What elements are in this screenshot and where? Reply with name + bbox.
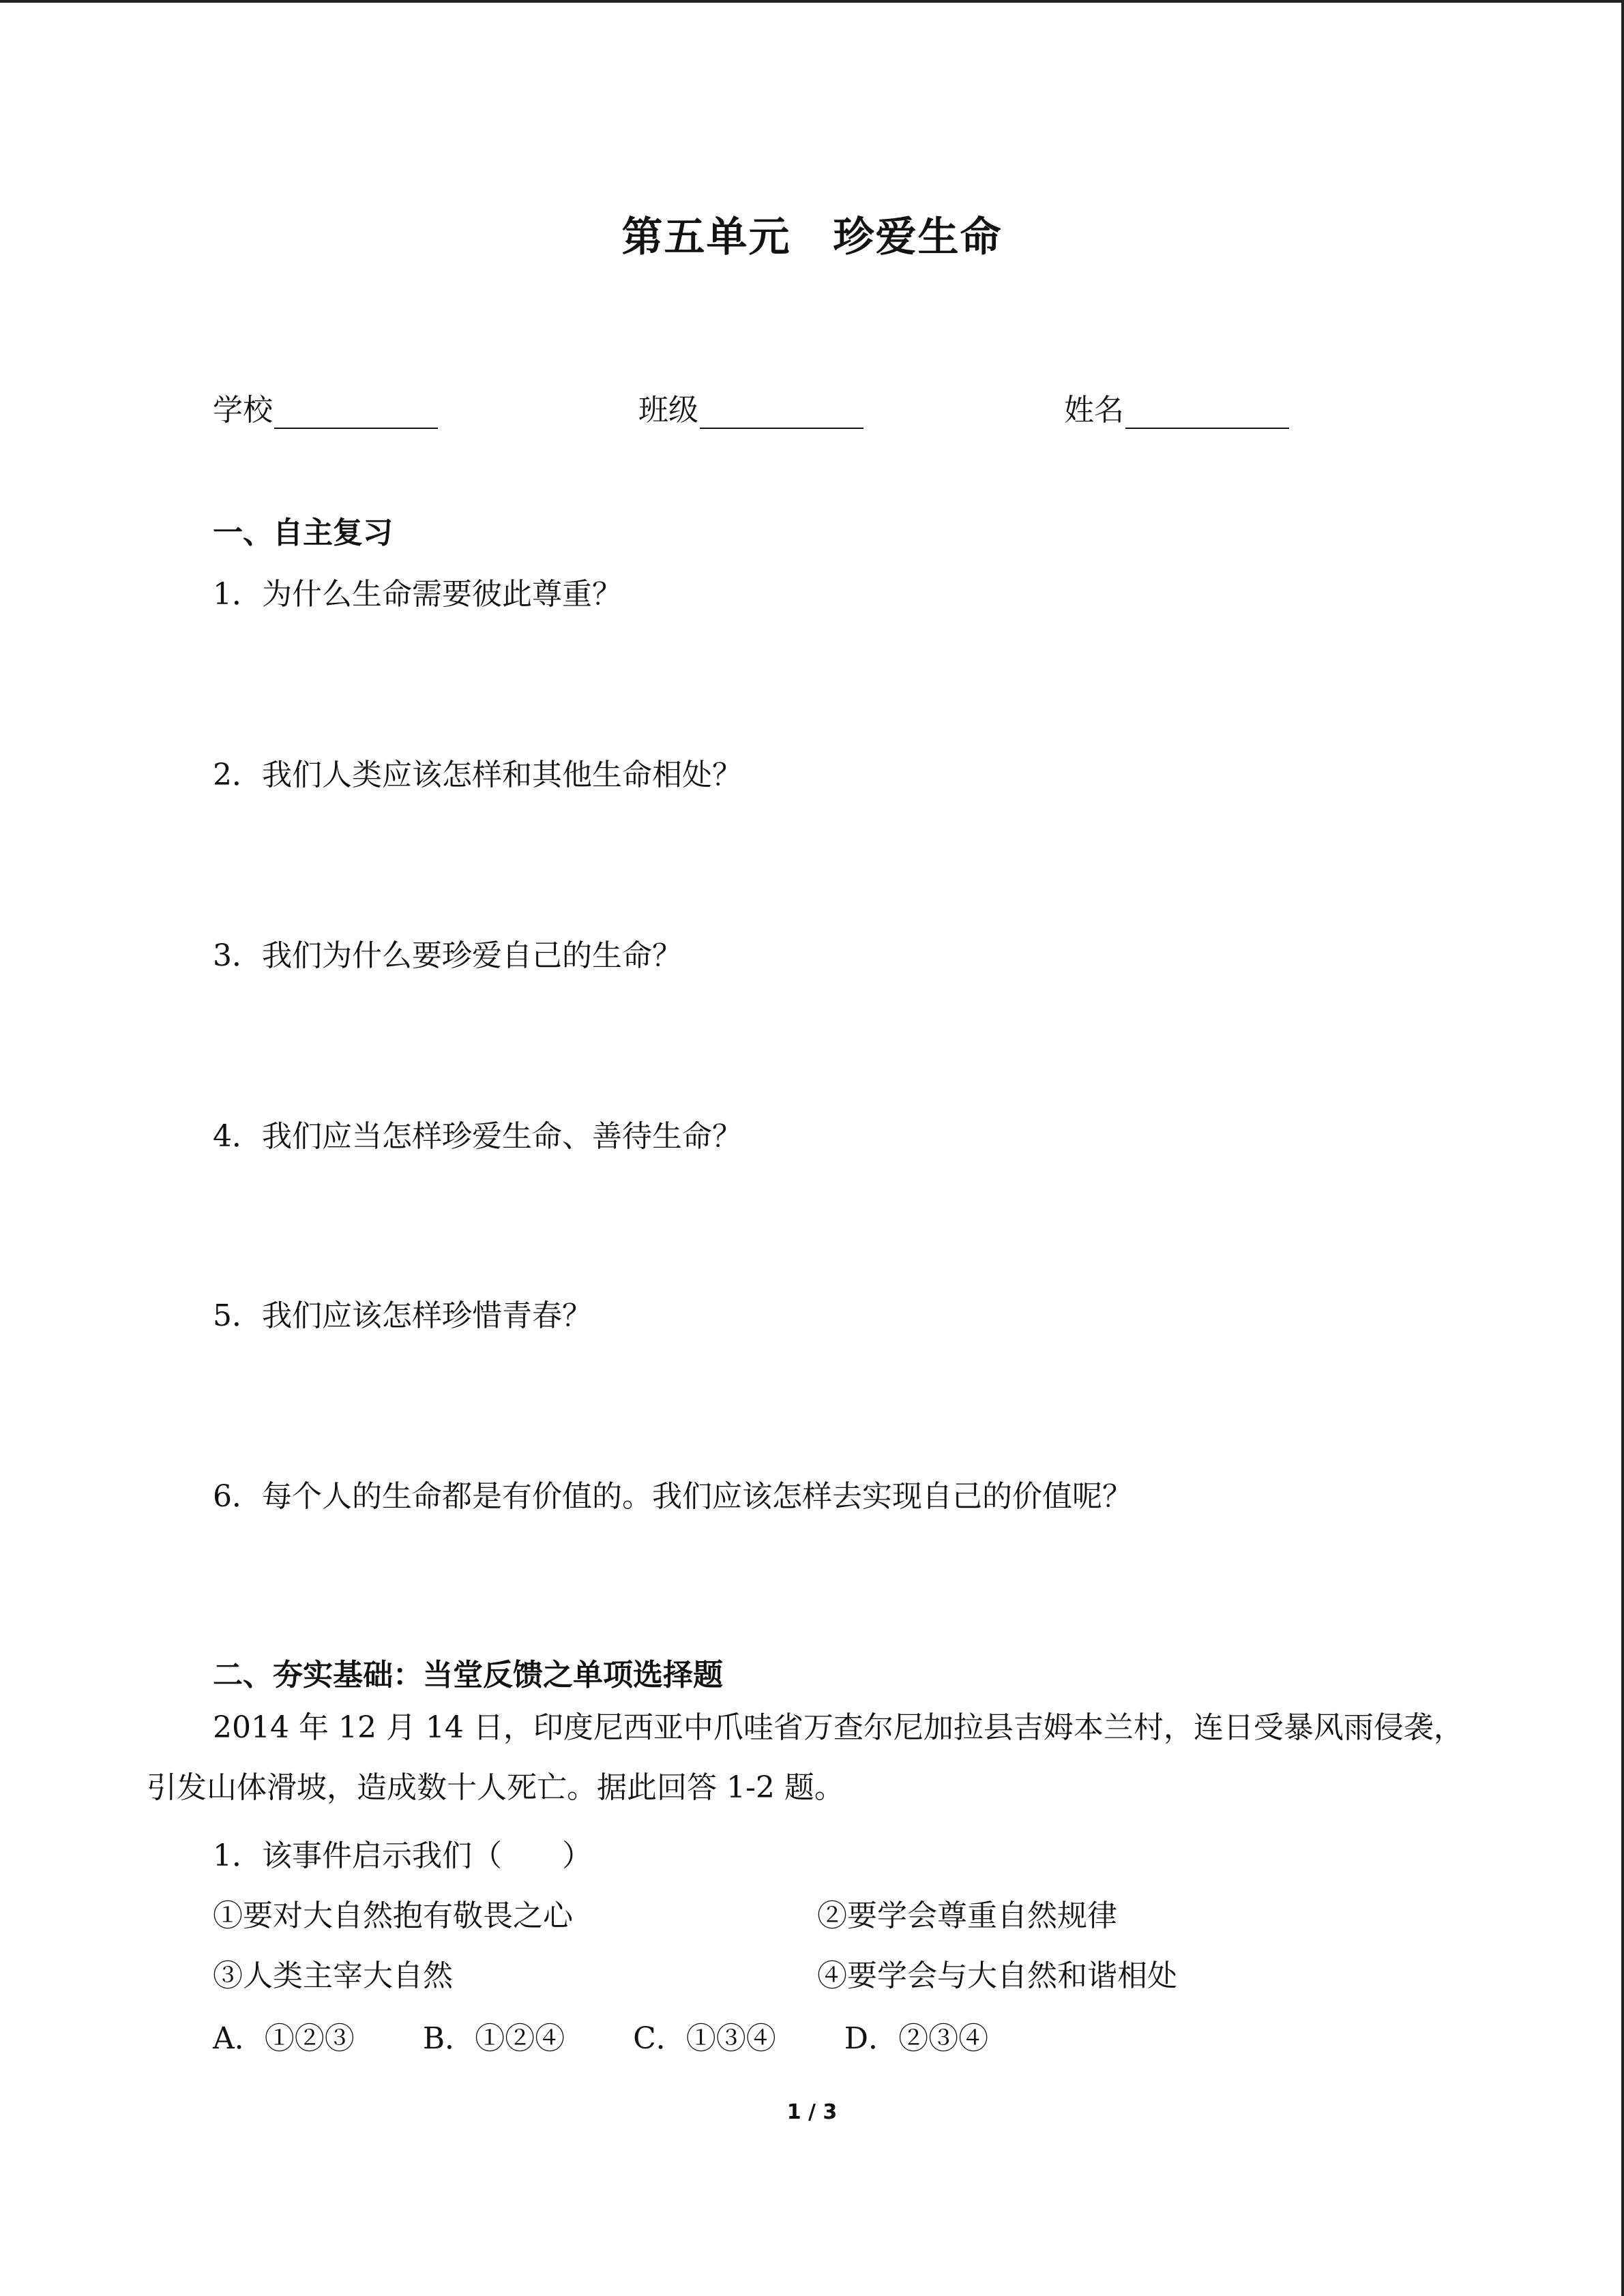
name-label: 姓名 (1064, 393, 1124, 428)
school-label: 学校 (213, 393, 273, 428)
page-top-border (0, 0, 1624, 3)
mc-option-1: ①要对大自然抱有敬畏之心 (213, 1898, 573, 1933)
choice-c[interactable]: C．①③④ (633, 2021, 776, 2056)
mc-option-4: ④要学会与大自然和谐相处 (817, 1958, 1177, 1993)
class-blank[interactable] (700, 398, 863, 429)
mc-question-1-stem: 1．该事件启示我们（ ） (213, 1838, 592, 1873)
review-question-4: 4．我们应当怎样珍爱生命、善待生命？ (213, 1119, 742, 1154)
section1-heading: 一、自主复习 (213, 516, 393, 550)
name-field (1064, 385, 1289, 429)
page-number: 1 / 3 (786, 2100, 838, 2124)
mc-option-3: ③人类主宰大自然 (213, 1958, 453, 1993)
section2-heading: 二、夯实基础：当堂反馈之单项选择题 (213, 1658, 723, 1693)
mc-option-2: ②要学会尊重自然规律 (817, 1898, 1117, 1933)
class-label: 班级 (638, 393, 698, 428)
school-field (213, 385, 438, 429)
school-blank[interactable] (274, 398, 438, 429)
review-question-2: 2．我们人类应该怎样和其他生命相处？ (213, 758, 742, 792)
mc-answer-choices (213, 2014, 1057, 2057)
name-blank[interactable] (1125, 398, 1289, 429)
page-right-border (1621, 0, 1624, 2296)
review-question-1: 1．为什么生命需要彼此尊重？ (213, 577, 622, 612)
choice-b[interactable]: B．①②④ (422, 2021, 565, 2056)
document-title: 第五单元 珍爱生命 (621, 213, 1003, 261)
passage-paragraph: 2014 年 12 月 14 日，印度尼西亚中爪哇省万查尔尼加拉县吉姆本兰村，连日受暴风雨侵袭，引发山体滑坡，造成数十人死亡。据此回答 1-2 题。 (147, 1710, 1464, 1805)
review-question-5: 5．我们应该怎样珍惜青春？ (213, 1298, 592, 1333)
choice-a[interactable]: A．①②③ (213, 2021, 355, 2056)
class-field (638, 385, 863, 429)
review-question-3: 3．我们为什么要珍爱自己的生命？ (213, 938, 682, 973)
review-question-6: 6．每个人的生命都是有价值的。我们应该怎样去实现自己的价值呢？ (213, 1479, 1132, 1514)
choice-d[interactable]: D．②③④ (844, 2021, 989, 2056)
